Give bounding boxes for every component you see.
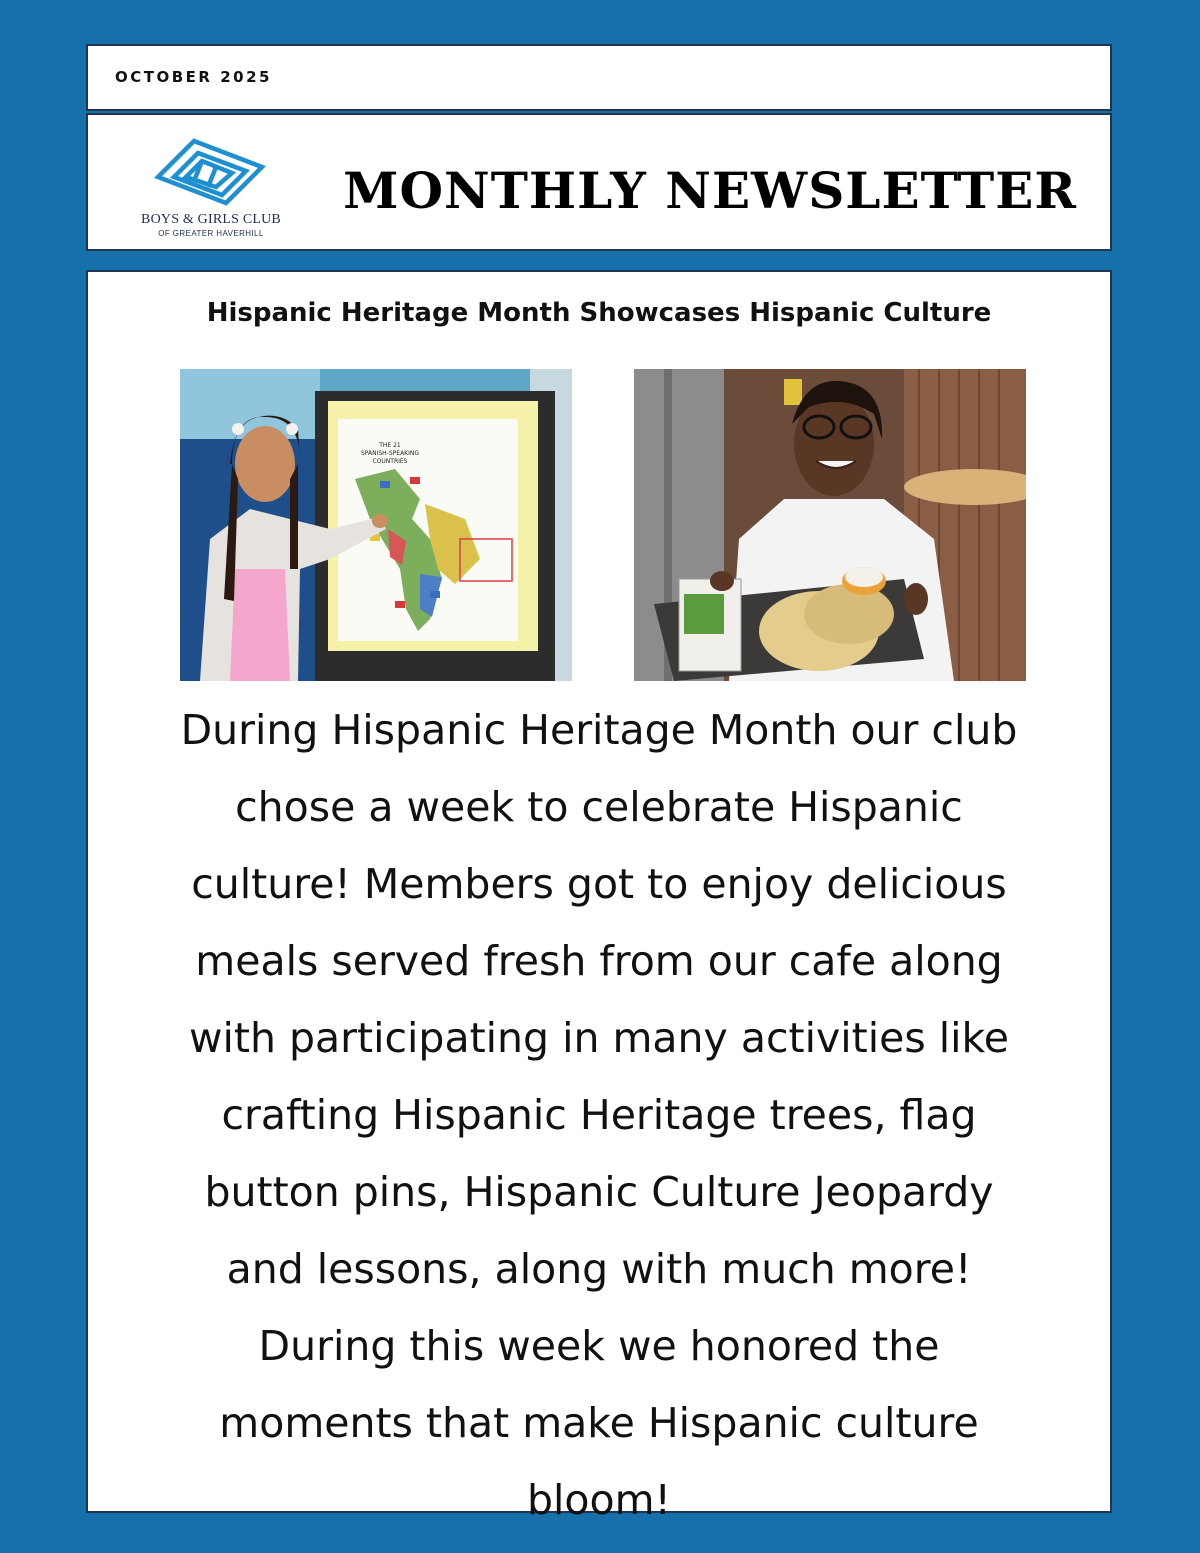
article-body — [92, 692, 1106, 1539]
body-line: meals served fresh from our cafe along — [195, 937, 1003, 985]
body-line: and lessons, along with much more! — [226, 1245, 972, 1293]
svg-text:THE 21: THE 21 — [379, 442, 401, 449]
article-panel — [86, 270, 1112, 1524]
boys-and-girls-club-logo-icon — [154, 137, 266, 211]
body-line: bloom! — [527, 1476, 671, 1524]
masthead — [86, 113, 1112, 251]
date-bar — [86, 44, 1112, 111]
club-name: BOYS & GIRLS CLUB — [141, 212, 281, 227]
article-headline: Hispanic Heritage Month Showcases Hispanic Culture — [206, 298, 992, 328]
issue-date: OCTOBER 2025 — [115, 68, 272, 86]
body-line: During this week we honored the — [258, 1322, 940, 1370]
body-line: button pins, Hispanic Culture Jeopardy — [204, 1168, 994, 1216]
body-line: with participating in many activities like — [189, 1014, 1009, 1062]
body-line: chose a week to celebrate Hispanic — [235, 783, 963, 831]
girl-holding-lunch-tray-photo — [634, 369, 1026, 681]
girl-pointing-at-map-photo — [180, 369, 572, 681]
body-line: culture! Members got to enjoy delicious — [191, 860, 1007, 908]
svg-text:COUNTRIES: COUNTRIES — [372, 458, 408, 465]
svg-text:SPANISH-SPEAKING: SPANISH-SPEAKING — [360, 450, 420, 457]
body-line: During Hispanic Heritage Month our club — [180, 706, 1018, 754]
club-location: OF GREATER HAVERHILL — [158, 229, 264, 238]
body-line: moments that make Hispanic culture — [219, 1399, 979, 1447]
club-logo — [116, 137, 304, 245]
body-line: crafting Hispanic Heritage trees, flag — [221, 1091, 977, 1139]
newsletter-title: MONTHLY NEWSLETTER — [343, 161, 1077, 220]
